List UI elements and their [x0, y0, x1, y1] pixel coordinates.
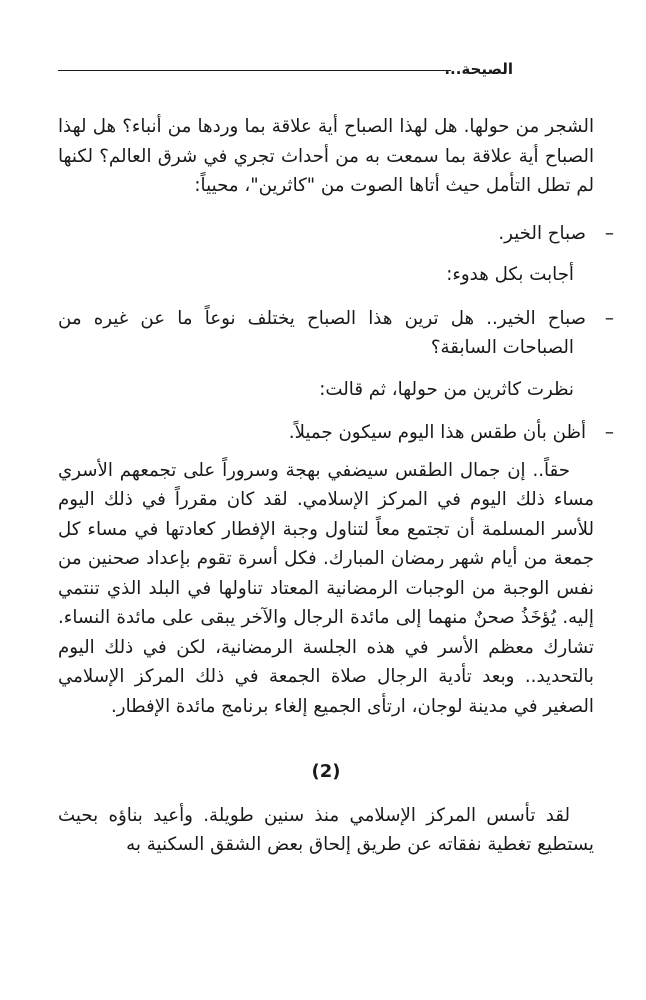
paragraph-1: الشجر من حولها. هل لهذا الصباح أية علاقة بما وردها من أنباء؟ هل لهذا الصباح أية علاقة بما سمعت به من أحداث تجري في شرق العالم؟ لكنها لم تطل التأمل حيث أتاها الصوت من "كاثرين"، محيياً:	[58, 116, 594, 196]
dialogue-line-1: –صباح الخير.	[498, 222, 614, 244]
paragraph-3: لقد تأسس المركز الإسلامي منذ سنين طويلة. وأعيد بناؤه بحيث يستطيع تغطية نفقاته عن طريق إلحاق بعض الشقق السكنية به	[58, 804, 594, 855]
running-header	[58, 56, 513, 82]
dialogue-line-3: –أظن بأن طقس هذا اليوم سيكون جميلاً.	[288, 422, 614, 443]
section-number: (2)	[311, 761, 341, 782]
dialogue-text-3: أظن بأن طقس هذا اليوم سيكون جميلاً.	[288, 422, 586, 443]
paragraph-2: حقاً.. إن جمال الطقس سيضفي بهجة وسروراً على تجمعهم الأسري مساء ذلك اليوم في المركز الإسلامي. لقد كان مقرراً في ذلك اليوم للأسر المسلمة أن تجتمع معاً لتناول وجبة الإفطار كعادتها في مساء كل جمعة من أيام شهر رمضان المبارك. فكل أسرة تقوم بإعداد صحنين من نفس الوجبة من الوجبات الرمضانية المعتاد تناولها في البلد الذي تنتمي إليه. يُؤخَذُ صحنٌ منهما إلى مائدة الرجال والآخر يبقى على مائدة النساء. تشارك معظم الأسر في هذه الجلسة الرمضانية، لكن في ذلك اليوم بالتحديد.. وبعد تأدية الرجال صلاة الجمعة في ذلك المركز الإسلامي الصغير في مدينة لوجان، ارتأى الجميع إلغاء برنامج مائدة الإفطار.	[58, 459, 594, 717]
dialogue-text-1: صباح الخير.	[498, 222, 586, 244]
narration-2: نظرت كاثرين من حولها، ثم قالت:	[319, 378, 574, 400]
header-rule	[58, 70, 451, 71]
dialogue-line-2: –صباح الخير.. هل ترين هذا الصباح يختلف نوعاً ما عن غيره من الصباحات السابقة؟	[58, 307, 614, 358]
dialogue-text-2: صباح الخير.. هل ترين هذا الصباح يختلف نوعاً ما عن غيره من الصباحات السابقة؟	[58, 307, 586, 358]
narration-1: أجابت بكل هدوء:	[446, 264, 574, 285]
running-header-title: الصيحة...	[438, 56, 513, 82]
page-body	[58, 112, 614, 860]
